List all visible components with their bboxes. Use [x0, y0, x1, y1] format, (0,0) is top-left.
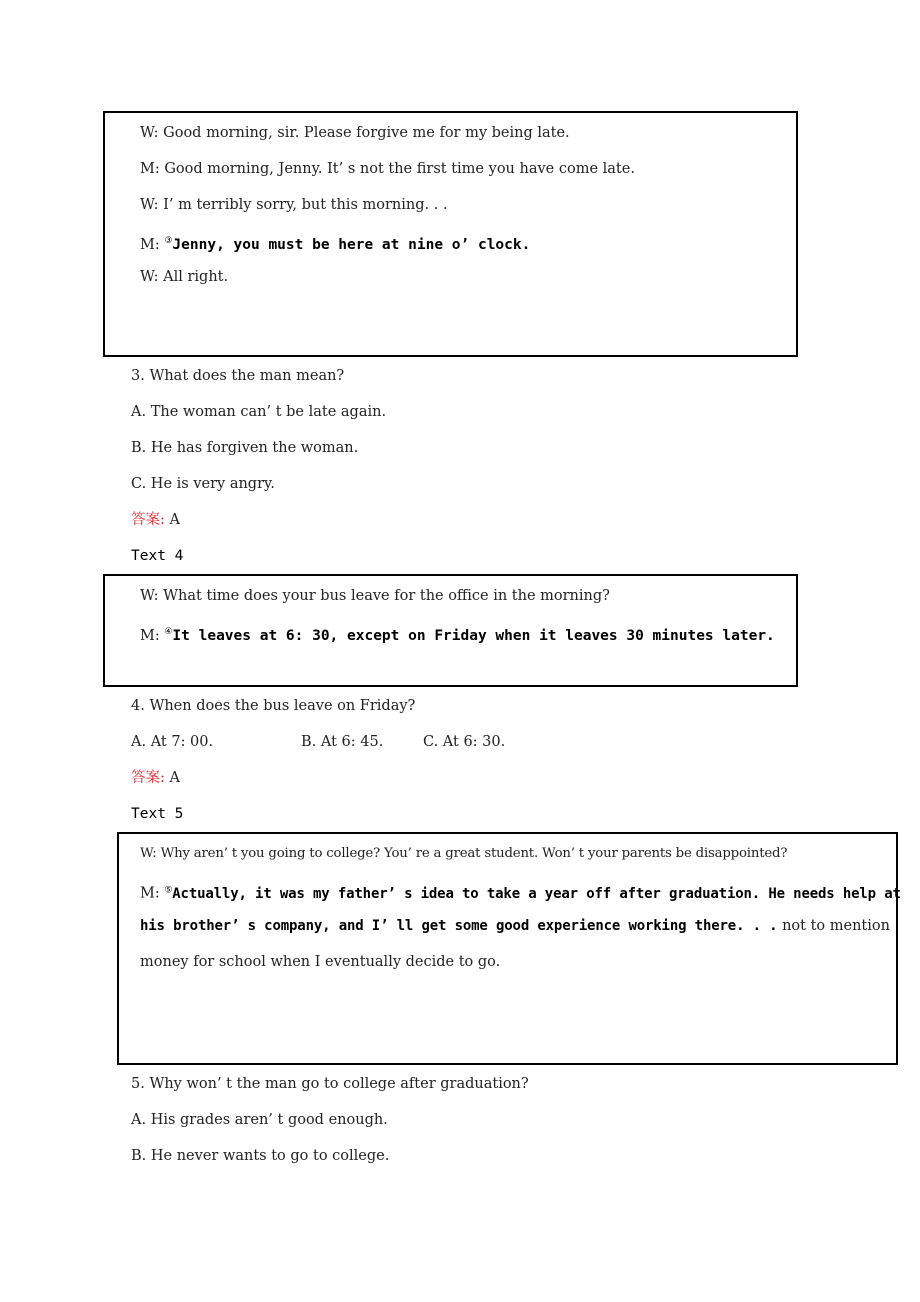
speaker-label: M: — [140, 885, 165, 902]
dialogue-line: W: Why aren’ t you going to college? You’ re a great student. Won’ t your parents be disappointed? — [140, 846, 788, 861]
answer-label: 答案: — [131, 512, 165, 528]
key-sentence: Jenny, you must be here at nine o’ clock. — [172, 236, 531, 253]
option-c: C. At 6: 30. — [423, 734, 506, 750]
dialogue-line: money for school when I eventually decide to go. — [140, 954, 501, 970]
option-c: C. He is very angry. — [131, 476, 275, 492]
option-b: B. He has forgiven the woman. — [131, 440, 359, 456]
question-5: 5. Why won’ t the man go to college after graduation? — [131, 1076, 529, 1092]
dialogue-line: W: I’ m terribly sorry, but this morning. . . — [140, 197, 448, 213]
option-b: B. He never wants to go to college. — [131, 1148, 390, 1164]
key-sentence: his brother’ s company, and I’ ll get some good experience working there. . . — [140, 918, 778, 934]
marker-number: ③ — [164, 236, 173, 246]
answer-value: A — [164, 770, 180, 786]
dialogue-line: M: Good morning, Jenny. It’ s not the first time you have come late. — [140, 161, 635, 177]
dialogue-box-text4 — [103, 574, 798, 687]
answer-label: 答案: — [131, 770, 165, 786]
dialogue-key-line — [140, 231, 530, 255]
option-a: A. His grades aren’ t good enough. — [131, 1112, 388, 1128]
dialogue-line: W: Good morning, sir. Please forgive me for my being late. — [140, 125, 570, 141]
dialogue-line: W: What time does your bus leave for the office in the morning? — [140, 588, 610, 604]
dialogue-key-line-continued — [140, 916, 890, 936]
dialogue-line: W: All right. — [140, 269, 229, 285]
answer-4 — [131, 768, 180, 788]
section-title-text4: Text 4 — [131, 548, 184, 564]
marker-number: ④ — [164, 627, 173, 637]
option-a: A. The woman can’ t be late again. — [131, 404, 387, 420]
option-a: A. At 7: 00. — [131, 734, 214, 750]
option-b: B. At 6: 45. — [301, 734, 384, 750]
section-title-text5: Text 5 — [131, 806, 184, 822]
key-sentence: It leaves at 6: 30, except on Friday when it leaves 30 minutes later. — [172, 627, 775, 644]
dialogue-key-line — [140, 622, 775, 646]
speaker-label: M: — [140, 627, 165, 644]
answer-value: A — [164, 512, 180, 528]
dialogue-box-text3 — [103, 111, 798, 357]
dialogue-box-text5 — [117, 832, 901, 1065]
speaker-label: M: — [140, 236, 165, 253]
marker-number: ⑤ — [164, 885, 173, 895]
answer-3 — [131, 510, 180, 530]
key-sentence: Actually, it was my father’ s idea to take a year off after graduation. He needs help at — [172, 885, 901, 902]
dialogue-key-line — [140, 880, 901, 904]
dialogue-tail: not to mention — [777, 918, 890, 934]
question-4: 4. When does the bus leave on Friday? — [131, 698, 416, 714]
question-3: 3. What does the man mean? — [131, 368, 345, 384]
